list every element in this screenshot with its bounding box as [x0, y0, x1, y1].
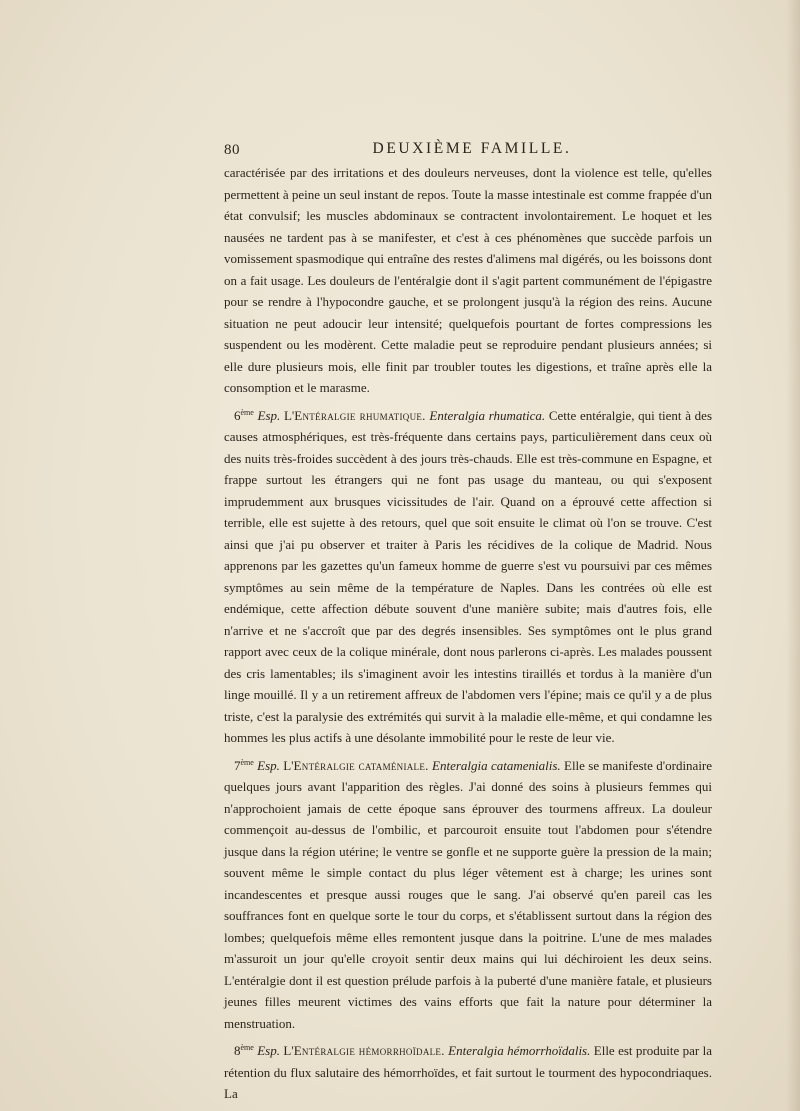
species-esp-label: Esp. [257, 757, 280, 773]
species-number: 8 [234, 1043, 241, 1058]
body-text [224, 162, 712, 1111]
running-title: DEUXIÈME FAMILLE. [372, 140, 572, 157]
species-description: Cette entéralgie, qui tient à des causes atmosphériques, est très-fréquente dans certains pays, particulièrement dans ceux où des nuits très-froides succèdent à des jours très-chauds. Elle est très-commune en Espagne, et frappe surtout les étrangers qui ne font pas usage du manteau, ou qui s'exposent imprudemment aux brusques vicissitudes de l'air. Quand on a éprouvé cette affection si terrible, elle est sujette à des retours, quel que soit ensuite le climat où l'on se trouve. C'est ainsi que j'ai pu observer et traiter à Paris les récidives de la colique de Madrid. Nous apprenons par les gazettes qu'un fameux homme de guerre s'est vu poursuivi par ces mêmes symptômes au sein même de la température de Naples. Dans les contrées où elle est endémique, cette affection débute souvent d'une manière subite; mais d'autres fois, elle n'arrive et ne s'accroît que par des degrés insensibles. Ses symptômes ont le plus grand rapport avec ceux de la colique minérale, dont nous parlerons ci-après. Les malades poussent des cris lamentables; ils s'imaginent avoir les intestins tiraillés et tordus à la manière d'un linge mouillé. Il y a un retirement affreux de l'abdomen vers l'épine; mais ce qu'il y a de plus triste, c'est la paralysie des extrémités qui survit à la maladie elle-même, et qui condamne les hommes les plus actifs à une désolante immobilité pour le reste de leur vie. [224, 407, 713, 745]
species-paragraph-7 [224, 755, 712, 1035]
species-article: L' [283, 407, 295, 423]
species-ordinal-suffix: ème [240, 407, 254, 417]
species-latin-name: Enteralgia catamenialis. [432, 757, 561, 773]
page-edge-shadow [786, 0, 800, 1111]
species-ordinal-suffix: ème [240, 1043, 254, 1052]
species-name: Entéralgie rhumatique. [294, 407, 426, 423]
species-name: Entéralgie cataméniale. [293, 757, 429, 773]
species-ordinal-suffix: ème [240, 757, 254, 767]
page-number: 80 [224, 142, 240, 158]
species-latin-name: Enteralgia hémorrhoïdalis. [448, 1043, 591, 1058]
species-number: 6 [234, 407, 241, 423]
species-name: Entéralgie hémorrhoïdale. [293, 1043, 445, 1058]
species-esp-label: Esp. [257, 407, 281, 423]
continuation-paragraph: caractérisée par des irritations et des douleurs nerveuses, dont la violence est telle, qu'elles permettent à peine un seul instant de repos. Toute la masse intestinale est comme frappée d'un état convulsif; les muscles abdominaux se contractent involontairement. Le hoquet et les nausées ne tardent pas à se manifester, et c'est à ces phénomènes que succède parfois un vomissement spasmodique qui entraîne des restes d'alimens mal digérés, ou les boissons dont on a fait usage. Les douleurs de l'entéralgie dont il s'agit partent communément de l'épigastre pour se rendre à l'hypocondre gauche, et se prolongent jusqu'à la région des reins. Aucune situation ne peut adoucir leur intensité; quelquefois pourtant de fortes compressions les suspendent ou les modèrent. Cette maladie peut se reproduire pendant plusieurs années; si elle dure plusieurs mois, elle finit par troubler toutes les digestions, et traîne après elle la consomption et le marasme. [224, 165, 712, 395]
species-number: 7 [234, 757, 241, 773]
species-paragraph-6 [224, 405, 712, 749]
species-description: Elle est produite par la rétention du flux salutaire des hémorrhoïdes, et fait surtout le tourment des hypocondriaques. La [224, 1043, 713, 1101]
species-article: L' [283, 757, 294, 773]
species-article: L' [283, 1043, 294, 1058]
page-header [224, 140, 712, 164]
species-esp-label: Esp. [257, 1043, 280, 1058]
species-description: Elle se manifeste d'ordinaire quelques jours avant l'apparition des règles. J'ai donné des soins à plusieurs femmes qui n'approchoient jamais de cette époque sans éprouver des tourmens affreux. La douleur commençoit au-dessus de l'ombilic, et parcouroit ensuite tout l'abdomen pour s'étendre jusque dans la région utérine; le ventre se gonfle et ne supporte guère la pression de la main; souvent même le simple contact du plus léger vêtement est à charge; les urines sont incandescentes et presque aussi rouges que le sang. J'ai observé qu'en pareil cas les souffrances font en quelque sorte le tour du corps, et s'établissent surtout dans la région des lombes; quelquefois même elles remontent jusque dans la poitrine. L'une de mes malades m'assuroit un jour qu'elle croyoit sentir deux mains qui lui déchiroient les deux seins. L'entéralgie dont il est question prélude parfois à la puberté d'une manière fatale, et plusieurs jeunes filles meurent victimes des vains efforts que fait la nature pour déterminer la menstruation. [224, 757, 713, 1031]
species-latin-name: Enteralgia rhumatica. [429, 407, 546, 423]
species-paragraph-8 [224, 1040, 712, 1105]
